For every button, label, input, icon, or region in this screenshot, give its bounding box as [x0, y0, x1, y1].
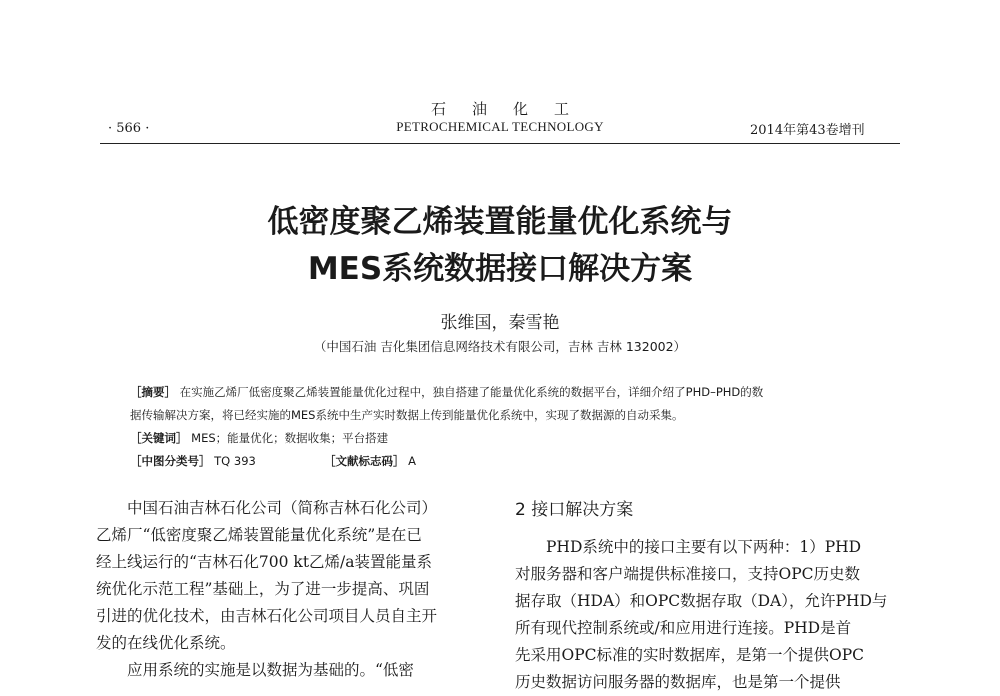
article-title-line1: 低密度聚乙烯装置能量优化系统与	[267, 204, 733, 240]
journal-name-en: PETROCHEMICAL TECHNOLOGY	[396, 119, 604, 134]
body-line: 对服务器和客户端提供标准接口，支持OPC历史数	[515, 565, 860, 583]
abstract-text1: 在实施乙烯厂低密度聚乙烯装置能量优化过程中，独自搭建了能量优化系统的数据平台，详细介绍了PHD–PHD的数	[179, 385, 764, 399]
body-line: 应用系统的实施是以数据为基础的。“低密	[127, 661, 414, 679]
class-code: TQ 393	[214, 454, 256, 468]
abstract-label: ［摘要］	[130, 385, 176, 399]
issue-label: 2014年第43卷增刊	[750, 123, 865, 138]
header-rule	[100, 143, 900, 144]
body-line: 经上线运行的“吉林石化700 kt乙烯/a装置能量系	[96, 553, 433, 571]
article-title-line2: MES系统数据接口解决方案	[307, 251, 693, 287]
body-line: 先采用OPC标准的实时数据库，是第一个提供OPC	[515, 646, 864, 664]
keywords-text: MES；能量优化；数据收集；平台搭建	[191, 431, 389, 445]
body-line: 乙烯厂“低密度聚乙烯装置能量优化系统”是在已	[96, 526, 422, 544]
body-line: PHD系统中的接口主要有以下两种：1）PHD	[546, 538, 862, 556]
section-heading: 2 接口解决方案	[515, 500, 634, 520]
keywords-line	[130, 430, 388, 446]
body-line: 据存取（HDA）和OPC数据存取（DA），允许PHD与	[515, 592, 888, 610]
body-left-column	[96, 495, 496, 684]
body-line: 所有现代控制系统或/和应用进行连接。PHD是首	[515, 619, 852, 637]
page-number: · 566 ·	[108, 121, 150, 136]
body-line: 发的在线优化系统。	[96, 634, 236, 652]
authors: 张维国，秦雪艳	[440, 313, 560, 333]
keywords-label: ［关键词］	[130, 431, 188, 445]
doc-code: A	[408, 454, 417, 468]
classification-line	[130, 453, 256, 469]
abstract-line1	[130, 384, 763, 400]
doc-code-line	[324, 453, 416, 469]
doc-label: ［文献标志码］	[324, 454, 405, 468]
body-line: 历史数据访问服务器的数据库，也是第一个提供	[515, 673, 841, 691]
affiliation: （中国石油 吉化集团信息网络技术有限公司，吉林 吉林 132002）	[313, 339, 687, 354]
class-label: ［中图分类号］	[130, 454, 211, 468]
abstract-line2: 据传输解决方案，将已经实施的MES系统中生产实时数据上传到能量优化系统中，实现了数据源的自动采集。	[130, 408, 684, 422]
body-line: 中国石油吉林石化公司（简称吉林石化公司）	[127, 499, 438, 517]
body-right-column	[515, 497, 915, 696]
body-line: 引进的优化技术，由吉林石化公司项目人员自主开	[96, 607, 438, 625]
body-line: 统优化示范工程”基础上，为了进一步提高、巩固	[96, 580, 430, 598]
journal-name-cn: 石油化工	[430, 100, 595, 118]
